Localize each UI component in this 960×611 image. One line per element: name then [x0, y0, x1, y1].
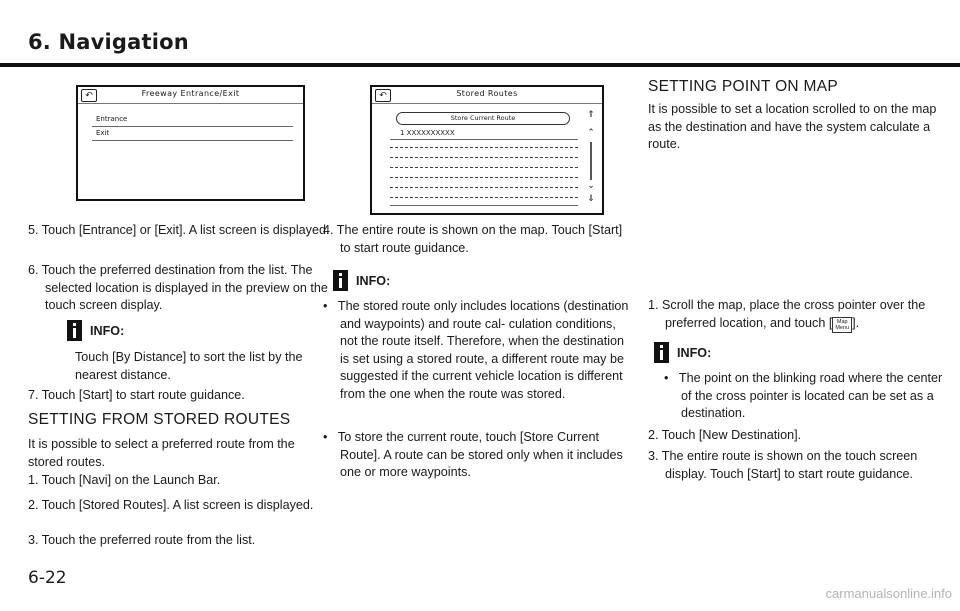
section-intro: It is possible to set a location scrolled to on the map as the destination and have the system calculate a route.	[648, 102, 937, 151]
step-1: 1. Touch [Navi] on the Launch Bar.	[28, 473, 221, 487]
step-1	[648, 297, 955, 333]
divider	[390, 157, 578, 158]
divider	[390, 167, 578, 168]
bullet-text: To store the current route, touch [Store Current Route]. A route can be stored only when it includes one or more waypoints.	[337, 430, 623, 479]
info-bullet-1: • The point on the blinking road where the center of the cross pointer is located can be set as a destination.	[664, 371, 943, 420]
screen-title-bar	[372, 87, 602, 104]
divider	[92, 126, 293, 127]
info-text: Touch [By Distance] to sort the list by the nearest distance.	[75, 350, 303, 382]
step-3: 3. Touch the preferred route from the list.	[28, 533, 256, 547]
bullet-text: The point on the blinking road where the center of the cross pointer is located can be set as a destination.	[678, 371, 943, 420]
info-icon	[654, 342, 669, 363]
route-list-item: 1 XXXXXXXXXX	[400, 129, 455, 137]
divider	[92, 140, 293, 141]
step-text: 1. Scroll the map, place the cross pointer over the preferred location, and touch [	[648, 298, 926, 330]
info-heading	[654, 342, 711, 363]
screen-title: Stored Routes	[456, 89, 518, 98]
info-label: INFO:	[677, 345, 712, 360]
step-5: 5. Touch [Entrance] or [Exit]. A list screen is displayed.	[28, 223, 330, 237]
store-current-route-button: Store Current Route	[396, 112, 570, 125]
info-icon	[67, 320, 82, 341]
map-key-line: Map	[836, 318, 848, 325]
screen-title: Freeway Entrance/Exit	[141, 89, 240, 98]
section-title-stored-routes: SETTING FROM STORED ROUTES	[28, 411, 291, 428]
divider	[390, 147, 578, 148]
screen-title-bar	[78, 87, 303, 104]
divider	[390, 177, 578, 178]
info-label: INFO:	[356, 273, 391, 288]
info-heading	[333, 270, 390, 291]
step-6: 6. Touch the preferred destination from the list. The selected location is displayed in the preview on the touch screen display.	[28, 263, 328, 312]
step-2: 2. Touch [Stored Routes]. A list screen is displayed.	[28, 498, 314, 512]
watermark: carmanualsonline.info	[825, 586, 952, 601]
info-label: INFO:	[90, 323, 125, 338]
map-key-line: Menu	[835, 324, 850, 331]
divider	[390, 187, 578, 188]
scrollbar-track	[590, 142, 592, 180]
page-up-icon: ⇑	[587, 109, 595, 119]
step-4: 4. The entire route is shown on the map. Touch [Start] to start route guidance.	[323, 223, 623, 255]
back-icon: ↶	[81, 89, 97, 102]
scroll-down-icon: ⌄	[587, 180, 595, 190]
section-intro: It is possible to select a preferred route from the stored routes.	[28, 437, 295, 469]
info-bullet-2: • To store the current route, touch [Store Current Route]. A route can be stored only when it includes one or more waypoints.	[323, 430, 623, 479]
map-menu-key-icon	[832, 317, 852, 333]
freeway-screen-illustration	[76, 85, 305, 201]
info-bullet-1: • The stored route only includes locations (destination and waypoints) and route cal- culation conditions, not the route itself. Therefore, when the destination is set using a stored route, a different route may be suggested if the current vehicle location is different from the one when the route was stored.	[323, 299, 629, 401]
info-icon	[333, 270, 348, 291]
page-down-icon: ⇓	[587, 193, 595, 203]
step-3: 3. The entire route is shown on the touch screen display. Touch [Start] to start route guidance.	[648, 449, 918, 481]
divider	[390, 197, 578, 198]
list-item-exit: Exit	[96, 129, 110, 137]
stored-routes-screen-illustration	[370, 85, 604, 215]
divider	[390, 139, 578, 140]
step-7: 7. Touch [Start] to start route guidance.	[28, 388, 245, 402]
scroll-up-icon: ⌃	[587, 127, 595, 137]
page-number: 6-22	[28, 568, 67, 588]
step-text: ].	[852, 315, 860, 330]
bullet-text: The stored route only includes locations (destination and waypoints) and route cal- culation conditions, not the route itself. Therefore, when the destination is set using a stored route, a different route may be suggested if the current vehicle location is different from the one when the route was stored.	[337, 299, 629, 401]
step-2: 2. Touch [New Destination].	[648, 428, 802, 442]
divider	[390, 205, 578, 206]
info-heading	[67, 320, 124, 341]
list-item-entrance: Entrance	[96, 115, 128, 123]
section-title-point-on-map: SETTING POINT ON MAP	[648, 78, 839, 95]
page-title: 6. Navigation	[28, 30, 189, 54]
back-icon: ↶	[375, 89, 391, 102]
header-rule	[0, 63, 960, 67]
